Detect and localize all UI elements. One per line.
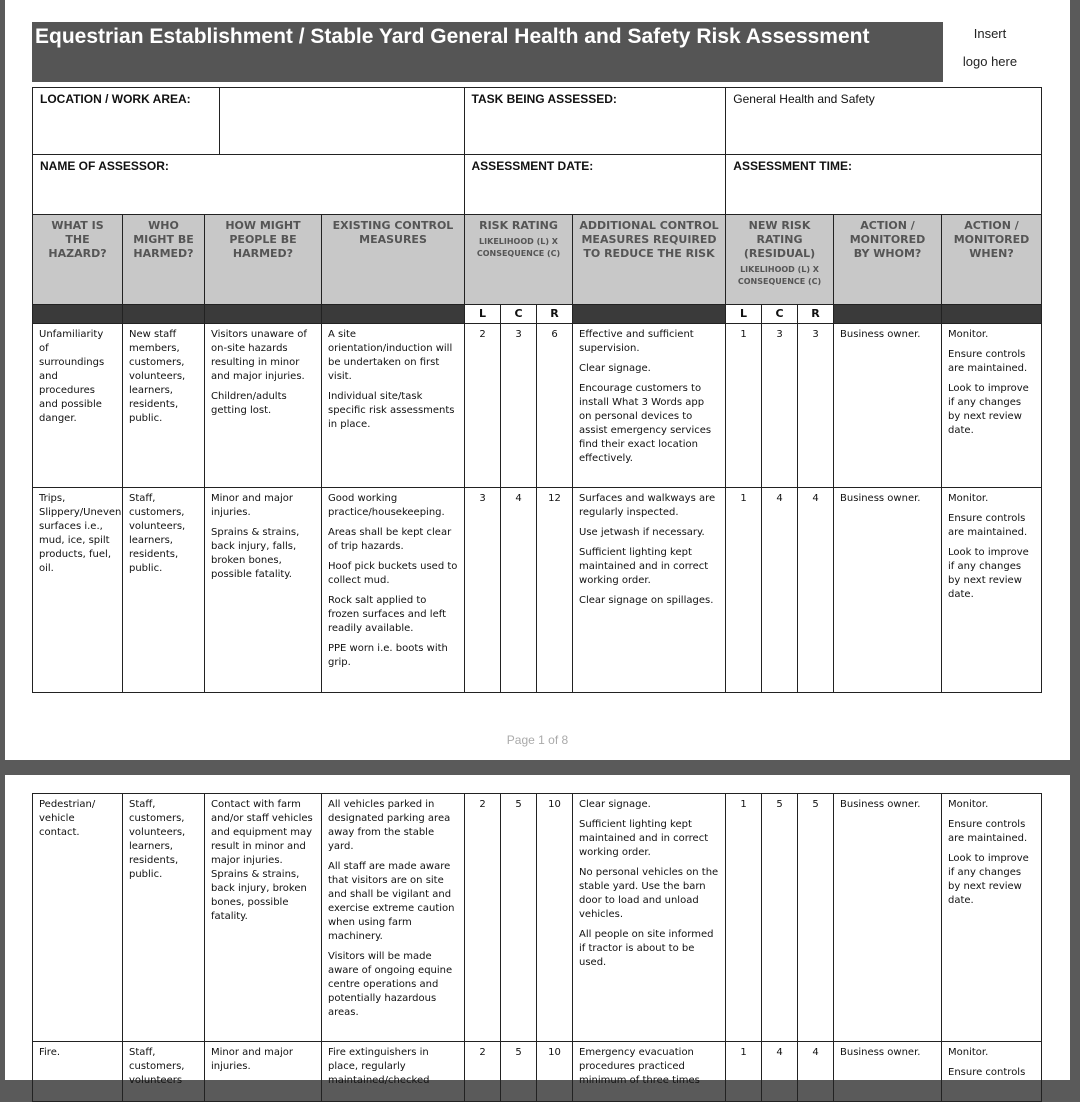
how-line: Minor and major injuries. xyxy=(211,493,294,518)
risk-rating-title: RISK RATING xyxy=(479,219,558,232)
cell-nc: 3 xyxy=(762,324,798,488)
header-who: WHO MIGHT BE HARMED? xyxy=(123,215,205,305)
header-risk-rating xyxy=(465,215,573,305)
additional-line: Sufficient lighting kept maintained and in correct working order. xyxy=(579,819,709,858)
when-line: Monitor. xyxy=(948,329,989,340)
when-line: Ensure controls xyxy=(948,1067,1026,1078)
cell-l: 2 xyxy=(465,794,501,1042)
cell-additional xyxy=(573,488,726,693)
additional-line: Encourage customers to install What 3 Words app on personal devices to assist emergency services find their exact location effectively. xyxy=(579,383,712,464)
cell-c: 5 xyxy=(501,1042,537,1102)
risk-l-header: L xyxy=(465,305,501,324)
cell-when xyxy=(942,324,1042,488)
page-footer: Page 1 of 8 xyxy=(506,733,569,747)
cell-who: Staff, customers, volunteers, learners, residents, public. xyxy=(123,488,205,693)
cell-how xyxy=(205,1042,322,1102)
cell-c: 4 xyxy=(501,488,537,693)
additional-line: No personal vehicles on the stable yard. Use the barn door to load and unload vehicles. xyxy=(579,867,719,920)
cell-c: 5 xyxy=(501,794,537,1042)
when-line: Ensure controls are maintained. xyxy=(948,819,1028,844)
risk-r-header: R xyxy=(537,305,573,324)
cell-existing xyxy=(322,488,465,693)
new-risk-residual: (RESIDUAL) xyxy=(743,247,816,260)
additional-line: Clear signage on spillages. xyxy=(579,595,714,606)
cell-l: 3 xyxy=(465,488,501,693)
how-line: Children/adults getting lost. xyxy=(211,391,287,416)
when-line: Monitor. xyxy=(948,493,989,504)
cell-who: Staff, customers, volunteers, learners, residents, public. xyxy=(123,794,205,1042)
risk-row xyxy=(33,324,1042,488)
cell-hazard: Trips, Slippery/Uneven surfaces i.e., mud, ice, spilt products, fuel, oil. xyxy=(33,488,123,693)
logo-placeholder xyxy=(950,20,1030,76)
new-r-header: R xyxy=(798,305,834,324)
cell-how xyxy=(205,324,322,488)
cell-r: 10 xyxy=(537,794,573,1042)
how-line: Sprains & strains, back injury, falls, broken bones, possible fatality. xyxy=(211,527,300,580)
additional-line: Clear signage. xyxy=(579,799,651,810)
cell-nc: 5 xyxy=(762,794,798,1042)
cell-nl: 1 xyxy=(726,794,762,1042)
existing-line: Visitors will be made aware of ongoing equine centre operations and potentially hazardous areas. xyxy=(328,951,453,1018)
existing-line: PPE worn i.e. boots with grip. xyxy=(328,643,448,668)
existing-line: Areas shall be kept clear of trip hazards. xyxy=(328,527,452,552)
when-line: Monitor. xyxy=(948,799,989,810)
header-hazard: WHAT IS THE HAZARD? xyxy=(33,215,123,305)
cell-r: 12 xyxy=(537,488,573,693)
existing-line: Good working practice/housekeeping. xyxy=(328,493,445,518)
cell-r: 6 xyxy=(537,324,573,488)
additional-line: Surfaces and walkways are regularly inspected. xyxy=(579,493,716,518)
additional-line: All people on site informed if tractor is about to be used. xyxy=(579,929,714,968)
cell-nc: 4 xyxy=(762,488,798,693)
header-how: HOW MIGHT PEOPLE BE HARMED? xyxy=(205,215,322,305)
task-label: TASK BEING ASSESSED: xyxy=(464,88,726,155)
additional-line: Emergency evacuation procedures practiced minimum of three times xyxy=(579,1047,700,1086)
cell-existing xyxy=(322,1042,465,1102)
cell-when xyxy=(942,1042,1042,1102)
risk-row xyxy=(33,794,1042,1042)
cell-additional xyxy=(573,324,726,488)
cell-l: 2 xyxy=(465,324,501,488)
existing-line: Hoof pick buckets used to collect mud. xyxy=(328,561,458,586)
cell-whom: Business owner. xyxy=(834,488,942,693)
existing-line: All vehicles parked in designated parking area away from the stable yard. xyxy=(328,799,451,852)
cell-when xyxy=(942,794,1042,1042)
cell-whom: Business owner. xyxy=(834,324,942,488)
risk-c-header: C xyxy=(501,305,537,324)
cell-who: Staff, customers, volunteers xyxy=(123,1042,205,1102)
cell-additional xyxy=(573,794,726,1042)
title-banner xyxy=(32,22,943,82)
location-field[interactable] xyxy=(219,88,464,155)
cell-r: 10 xyxy=(537,1042,573,1102)
lcr-header-row xyxy=(33,305,1042,324)
existing-line: All staff are made aware that visitors are on site and shall be vigilant and exercise extreme caution when using farm machinery. xyxy=(328,861,455,942)
cell-nl: 1 xyxy=(726,488,762,693)
cell-nr: 4 xyxy=(798,1042,834,1102)
risk-rating-subtitle: LIKELIHOOD (L) X CONSEQUENCE (C) xyxy=(476,237,561,258)
how-line: Minor and major injuries. xyxy=(211,1047,294,1072)
cell-additional xyxy=(573,1042,726,1102)
document-title: Equestrian Establishment / Stable Yard General Health and Safety Risk Assessment xyxy=(35,25,870,48)
header-action-when: ACTION / MONITORED WHEN? xyxy=(942,215,1042,305)
cell-hazard: Fire. xyxy=(33,1042,123,1102)
cell-nc: 4 xyxy=(762,1042,798,1102)
cell-existing xyxy=(322,794,465,1042)
cell-nr: 5 xyxy=(798,794,834,1042)
header-new-risk xyxy=(726,215,834,305)
existing-line: Individual site/task specific risk assessments in place. xyxy=(328,391,455,430)
assessor-field[interactable]: NAME OF ASSESSOR: xyxy=(33,155,465,222)
cell-when xyxy=(942,488,1042,693)
location-label: LOCATION / WORK AREA: xyxy=(33,88,220,155)
date-field[interactable]: ASSESSMENT DATE: xyxy=(464,155,726,222)
how-line: Visitors unaware of on-site hazards resulting in minor and major injuries. xyxy=(211,329,307,382)
risk-row xyxy=(33,1042,1042,1102)
risk-table-page-1 xyxy=(32,214,1042,693)
new-risk-subtitle: LIKELIHOOD (L) X CONSEQUENCE (C) xyxy=(737,265,822,286)
task-field[interactable]: General Health and Safety xyxy=(726,88,1042,155)
new-risk-title: NEW RISK RATING xyxy=(748,219,811,246)
document-page-1 xyxy=(5,0,1070,760)
how-line: Contact with farm and/or staff vehicles and equipment may result in minor and major injuries. Sprains & strains, back injury, broken bones, possible fatality. xyxy=(211,799,313,922)
when-line: Look to improve if any changes by next review date. xyxy=(948,853,1029,906)
cell-hazard: Pedestrian/ vehicle contact. xyxy=(33,794,123,1042)
when-line: Look to improve if any changes by next review date. xyxy=(948,383,1029,436)
when-line: Ensure controls are maintained. xyxy=(948,513,1028,538)
header-action-whom: ACTION / MONITORED BY WHOM? xyxy=(834,215,942,305)
when-line: Ensure controls are maintained. xyxy=(948,349,1028,374)
risk-table-page-2 xyxy=(32,793,1042,1102)
cell-how xyxy=(205,794,322,1042)
cell-nl: 1 xyxy=(726,1042,762,1102)
additional-line: Clear signage. xyxy=(579,363,651,374)
additional-line: Sufficient lighting kept maintained and in correct working order. xyxy=(579,547,709,586)
cell-how xyxy=(205,488,322,693)
cell-nr: 4 xyxy=(798,488,834,693)
when-line: Look to improve if any changes by next review date. xyxy=(948,547,1029,600)
cell-hazard: Unfamiliarity of surroundings and procedures and possible danger. xyxy=(33,324,123,488)
cell-nl: 1 xyxy=(726,324,762,488)
when-line: Monitor. xyxy=(948,1047,989,1058)
time-field[interactable]: ASSESSMENT TIME: xyxy=(726,155,1042,222)
additional-line: Effective and sufficient supervision. xyxy=(579,329,694,354)
additional-line: Use jetwash if necessary. xyxy=(579,527,705,538)
risk-row xyxy=(33,488,1042,693)
cell-whom: Business owner. xyxy=(834,794,942,1042)
cell-whom: Business owner. xyxy=(834,1042,942,1102)
new-l-header: L xyxy=(726,305,762,324)
header-additional: ADDITIONAL CONTROL MEASURES REQUIRED TO REDUCE THE RISK xyxy=(573,215,726,305)
existing-line: A site orientation/induction will be undertaken on first visit. xyxy=(328,329,453,382)
cell-who: New staff members, customers, volunteers, learners, residents, public. xyxy=(123,324,205,488)
new-c-header: C xyxy=(762,305,798,324)
logo-line-2: logo here xyxy=(962,54,1018,69)
cell-nr: 3 xyxy=(798,324,834,488)
cell-existing xyxy=(322,324,465,488)
document-page-2 xyxy=(5,775,1070,1086)
header-existing: EXISTING CONTROL MEASURES xyxy=(322,215,465,305)
existing-line: Fire extinguishers in place, regularly maintained/checked xyxy=(328,1047,430,1086)
cell-c: 3 xyxy=(501,324,537,488)
cell-l: 2 xyxy=(465,1042,501,1102)
assessment-info-table xyxy=(32,87,1042,222)
existing-line: Rock salt applied to frozen surfaces and left readily available. xyxy=(328,595,446,634)
logo-line-1: Insert xyxy=(973,26,1007,41)
